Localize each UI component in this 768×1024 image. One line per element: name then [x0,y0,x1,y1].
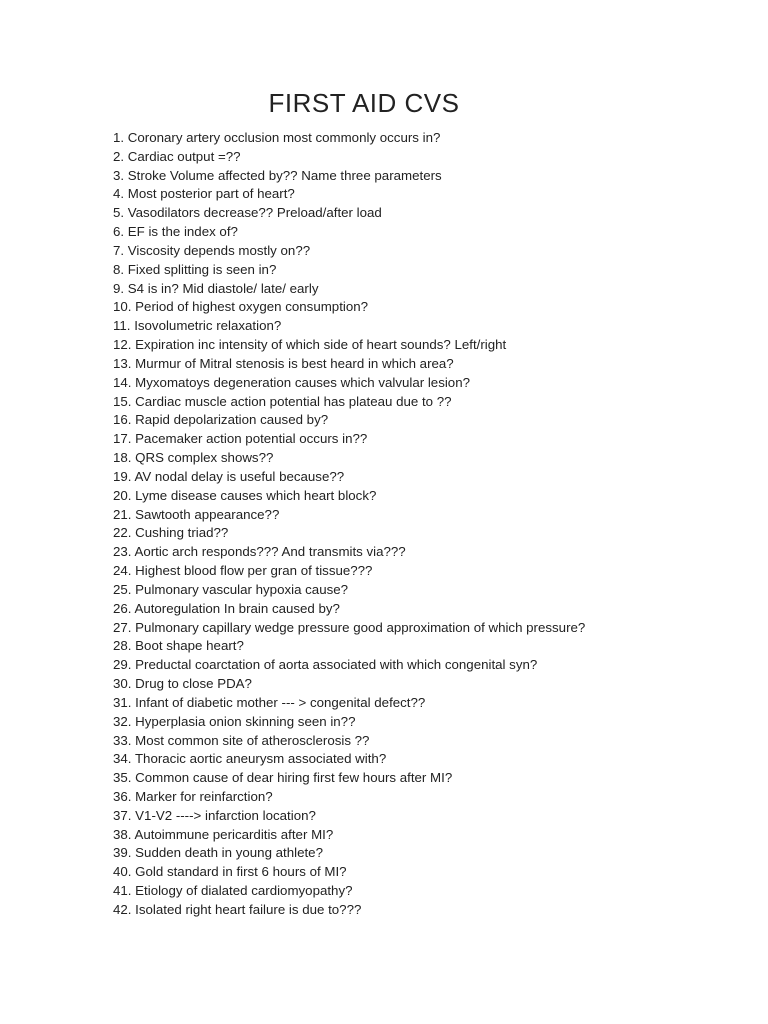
question-item: 22. Cushing triad?? [113,525,229,541]
question-item: 41. Etiology of dialated cardiomyopathy? [113,883,353,899]
question-item: 33. Most common site of atherosclerosis ?? [113,732,370,748]
question-item: 30. Drug to close PDA? [113,676,252,692]
question-item: 11. Isovolumetric relaxation? [113,318,282,334]
question-item: 36. Marker for reinfarction? [113,788,273,804]
question-item: 12. Expiration inc intensity of which side of heart sounds? Left/right [113,337,507,353]
question-item: 7. Viscosity depends mostly on?? [113,242,311,258]
page-title: FIRST AID CVS [268,88,460,118]
question-item: 39. Sudden death in young athlete? [113,845,323,861]
question-item: 14. Myxomatoys degeneration causes which valvular lesion? [113,374,470,390]
question-item: 42. Isolated right heart failure is due to??? [113,901,362,917]
question-item: 23. Aortic arch responds??? And transmits via??? [113,544,406,560]
question-item: 37. V1-V2 ----> infarction location? [113,807,316,823]
question-item: 17. Pacemaker action potential occurs in?? [113,431,368,447]
question-item: 18. QRS complex shows?? [113,450,274,466]
question-item: 13. Murmur of Mitral stenosis is best heard in which area? [113,355,454,371]
question-item: 38. Autoimmune pericarditis after MI? [113,826,334,842]
question-item: 1. Coronary artery occlusion most commonly occurs in? [113,130,441,145]
question-item: 5. Vasodilators decrease?? Preload/after load [113,205,382,221]
question-item: 24. Highest blood flow per gran of tissue??? [113,563,373,579]
question-item: 35. Common cause of dear hiring first few hours after MI? [113,770,453,786]
question-list [113,129,585,920]
question-item: 25. Pulmonary vascular hypoxia cause? [113,581,349,597]
question-item: 28. Boot shape heart? [113,638,244,654]
question-item: 16. Rapid depolarization caused by? [113,412,329,428]
question-item: 40. Gold standard in first 6 hours of MI? [113,864,347,880]
question-item: 29. Preductal coarctation of aorta associated with which congenital syn? [113,657,538,673]
question-item: 20. Lyme disease causes which heart block? [113,487,377,503]
question-item: 21. Sawtooth appearance?? [113,506,280,522]
question-item: 4. Most posterior part of heart? [113,186,295,202]
question-item: 19. AV nodal delay is useful because?? [113,468,345,484]
question-item: 26. Autoregulation In brain caused by? [113,600,340,616]
question-item: 32. Hyperplasia onion skinning seen in?? [113,713,356,729]
question-item: 15. Cardiac muscle action potential has plateau due to ?? [113,393,452,409]
question-item: 3. Stroke Volume affected by?? Name three parameters [113,167,442,183]
question-item: 6. EF is the index of? [113,224,238,240]
question-item: 10. Period of highest oxygen consumption? [113,299,369,315]
question-item: 2. Cardiac output =?? [113,148,241,164]
question-item: 9. S4 is in? Mid diastole/ late/ early [113,280,319,296]
question-item: 34. Thoracic aortic aneurysm associated with? [113,751,387,767]
question-item: 27. Pulmonary capillary wedge pressure good approximation of which pressure? [113,619,586,635]
question-item: 8. Fixed splitting is seen in? [113,261,277,277]
question-item: 31. Infant of diabetic mother --- > congenital defect?? [113,694,426,710]
